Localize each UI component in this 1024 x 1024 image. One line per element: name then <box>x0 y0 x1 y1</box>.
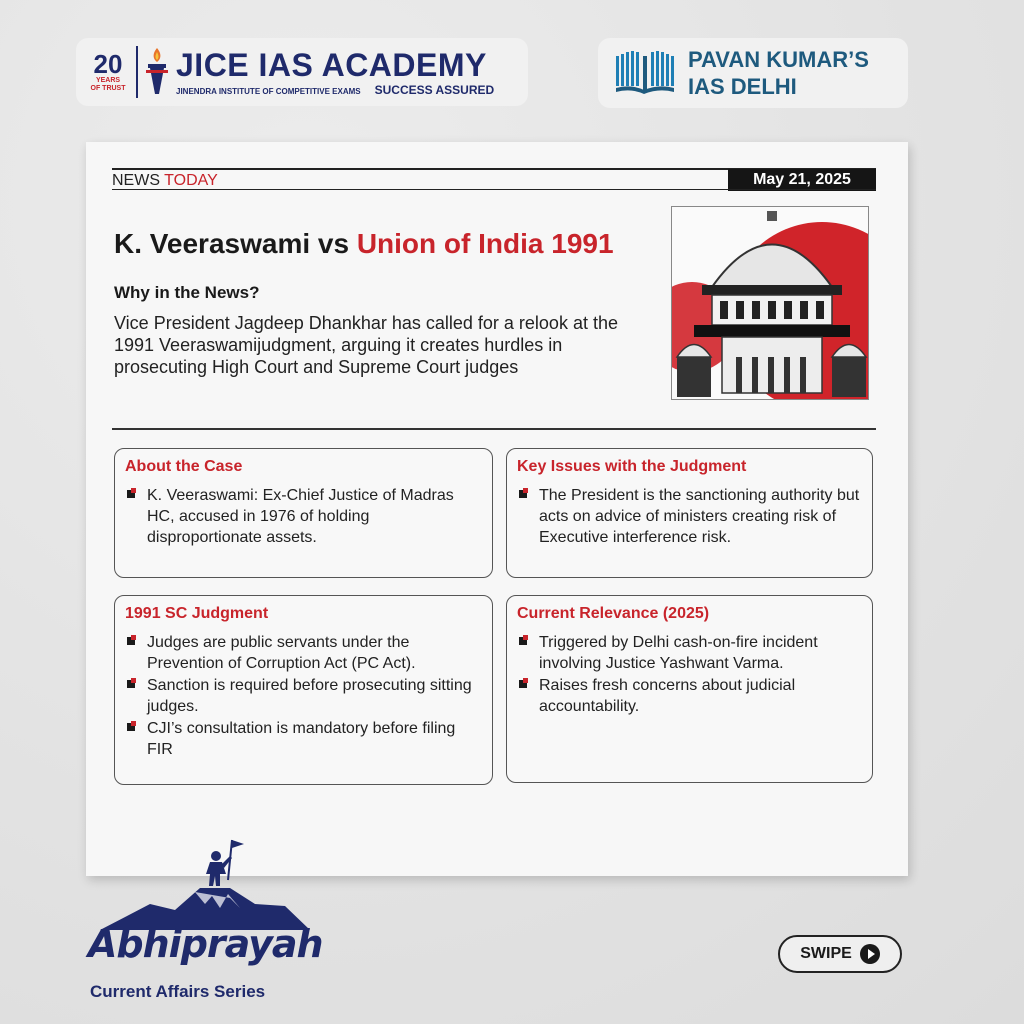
list-item-text: K. Veeraswami: Ex-Chief Justice of Madras HC, accused in 1976 of holding disproportionate assets. <box>147 487 454 546</box>
jice-logo <box>76 38 528 106</box>
play-arrow-icon <box>860 944 880 964</box>
current-relevance-title: Current Relevance (2025) <box>517 605 710 622</box>
years-number: 20 <box>93 49 123 79</box>
open-book-icon <box>614 50 676 96</box>
pavan-line-1: PAVAN KUMAR’S <box>688 47 869 72</box>
bullet-icon <box>519 680 527 688</box>
logo-divider <box>136 46 138 98</box>
news-label-word: NEWS <box>112 172 160 189</box>
list-item <box>125 632 482 674</box>
jice-tagline: SUCCESS ASSURED <box>374 83 495 97</box>
series-label: Current Affairs Series <box>90 982 266 1001</box>
years-of-trust-badge <box>86 51 130 93</box>
news-card <box>86 142 908 876</box>
years-text: YEARS <box>95 77 121 84</box>
torch-icon <box>144 46 170 98</box>
bullet-icon <box>519 637 527 645</box>
list-item <box>517 632 862 674</box>
list-item <box>125 718 482 760</box>
list-item-text: Judges are public servants under the Prevention of Corruption Act (PC Act). <box>147 634 416 672</box>
list-item-text: CJI’s consultation is mandatory before filing FIR <box>147 720 456 758</box>
list-item <box>517 675 862 717</box>
abhiprayah-wordmark: Abhiprayah <box>88 922 323 966</box>
supreme-court-image <box>671 206 869 400</box>
swipe-button[interactable] <box>778 935 902 973</box>
bullet-icon <box>127 723 135 731</box>
header-rule <box>112 189 876 190</box>
sc-judgment-title: 1991 SC Judgment <box>125 605 269 622</box>
bullet-icon <box>519 490 527 498</box>
key-issues-title: Key Issues with the Judgment <box>517 458 747 475</box>
list-item-text: Sanction is required before prosecuting sitting judges. <box>147 677 472 715</box>
section-divider <box>112 428 876 430</box>
current-relevance-box <box>506 595 873 783</box>
title-part-2: Union of India 1991 <box>356 228 614 259</box>
pavan-kumar-logo <box>598 38 908 108</box>
supreme-court-illustration <box>672 207 869 400</box>
list-item-text: Triggered by Delhi cash-on-fire incident involving Justice Yashwant Varma. <box>539 634 818 672</box>
today-label-word: TODAY <box>164 172 218 189</box>
list-item <box>125 675 482 717</box>
list-item-text: Raises fresh concerns about judicial accountability. <box>539 677 796 715</box>
swipe-label: SWIPE <box>800 945 852 962</box>
about-case-box <box>114 448 493 578</box>
sc-judgment-box <box>114 595 493 785</box>
bullet-icon <box>127 637 135 645</box>
jice-title: JICE IAS ACADEMY <box>176 47 487 83</box>
why-body: Vice President Jagdeep Dhankhar has called for a relook at the 1991 Veeraswamijudgment, arguing it creates hurdles in prosecuting High Court and Supreme Court judges <box>114 313 618 377</box>
key-issues-box <box>506 448 873 578</box>
list-item <box>517 485 862 548</box>
jice-subtitle: JINENDRA INSTITUTE OF COMPETITIVE EXAMS <box>176 87 361 96</box>
bullet-icon <box>127 490 135 498</box>
date-badge: May 21, 2025 <box>728 169 876 191</box>
page-title <box>114 228 614 260</box>
pavan-line-2: IAS DELHI <box>688 74 797 99</box>
title-part-1: K. Veeraswami vs <box>114 228 357 259</box>
list-item <box>125 485 482 548</box>
trust-text: OF TRUST <box>90 85 126 92</box>
list-item-text: The President is the sanctioning authority but acts on advice of ministers creating risk of Executive interference risk. <box>539 487 860 546</box>
about-case-title: About the Case <box>125 458 243 475</box>
news-today-label <box>112 172 218 190</box>
why-heading: Why in the News? <box>114 283 260 302</box>
bullet-icon <box>127 680 135 688</box>
